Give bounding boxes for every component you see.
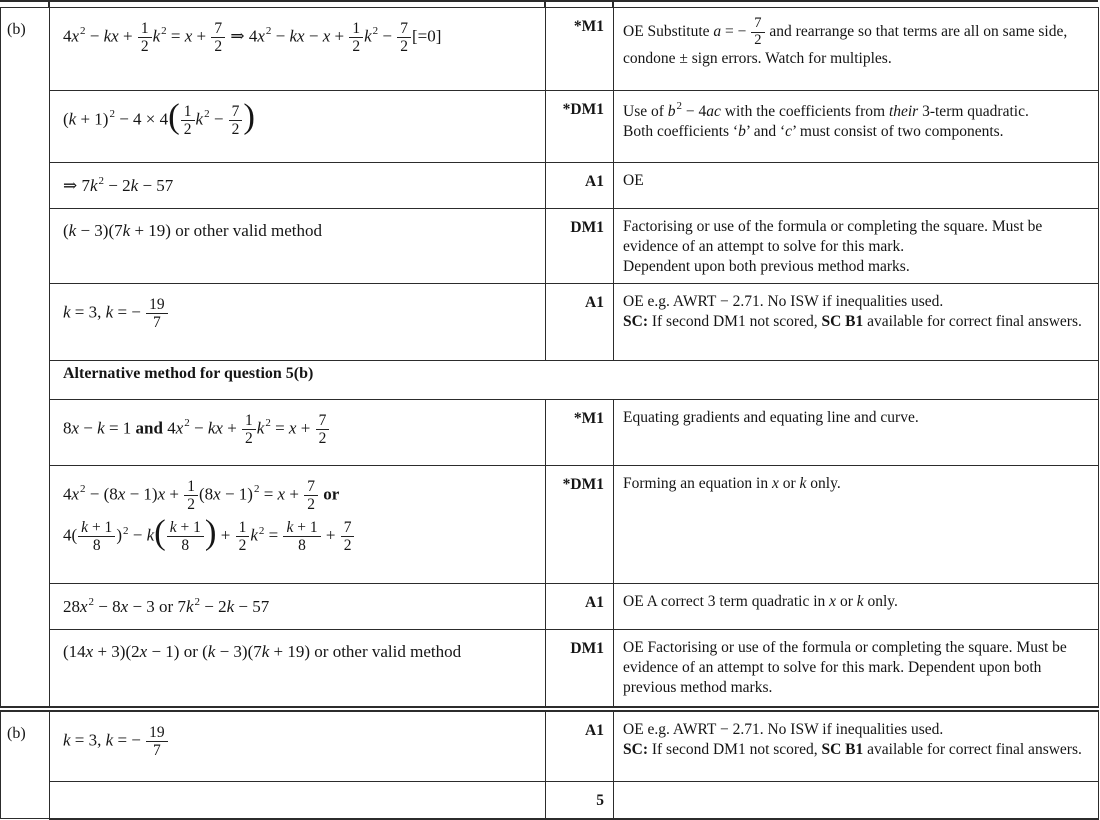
text: and rearrange so that terms are all on same side, condone ± sign errors. Watch for multiples.: [623, 23, 1068, 67]
math-variable: k: [169, 519, 177, 537]
text: available for correct final answers.: [863, 740, 1082, 758]
text: ’ and ‘: [745, 123, 786, 141]
math-line: $28x^2 - 8x - 3$ or $7k^2 - 2k - 57$: [63, 596, 270, 616]
text: or other valid method: [310, 642, 462, 661]
superscript: 2: [80, 483, 86, 496]
note-cell: [614, 8, 1099, 91]
math-variable: a: [713, 23, 722, 40]
scheme-row: [1, 91, 1099, 163]
fraction: $\frac{k + 1}{8}$: [166, 519, 205, 554]
math-line: 8x − k = 1 and $4x^2$ − kx + $\frac{1}{2}$ $k^2 = x$ + $\frac{7}{2}$: [63, 412, 537, 447]
math-variable: x: [71, 418, 80, 438]
superscript: 2: [109, 108, 115, 121]
math-variable: k: [63, 729, 71, 749]
note-cell: [614, 209, 1099, 284]
superscript: 2: [98, 175, 105, 187]
working-cell: [50, 163, 546, 209]
fraction: $\frac{1}{2}$: [348, 20, 364, 55]
text: only.: [863, 593, 898, 610]
superscript: 2: [80, 25, 86, 38]
math-variable: k: [250, 525, 258, 545]
math-variable: kx: [207, 418, 223, 438]
note-cell: [614, 163, 1099, 209]
fraction: $\frac{7}{2}$: [340, 519, 356, 554]
math-variable: x: [71, 26, 80, 46]
scheme-row: [1, 584, 1099, 630]
math-variable: x: [257, 26, 265, 46]
superscript: 2: [122, 524, 129, 537]
text: or: [154, 597, 178, 616]
superscript: 2: [258, 524, 265, 537]
superscript: 2: [676, 100, 683, 112]
math-variable: k: [261, 642, 270, 661]
superscript: 2: [372, 25, 379, 38]
note-cell: [614, 400, 1099, 466]
working-cell: [50, 584, 546, 630]
math-variable: b: [738, 123, 746, 141]
text: Both coefficients ‘: [623, 123, 739, 141]
text: Equating gradients and equating line and curve.: [623, 409, 919, 426]
text: OE Factorising or use of the formula or completing the square. Must be evidence of an attempt to solve for this mark. Dependent upon both previous method marks.: [623, 639, 1067, 697]
fraction: $\frac{7}{2}$: [396, 20, 412, 55]
mark-cell: DM1: [546, 630, 614, 709]
math-variable: k: [122, 221, 131, 240]
math-variable: c: [785, 123, 793, 141]
math-variable: k: [226, 597, 235, 616]
working-cell: [50, 709, 546, 782]
math-variable: k: [105, 729, 114, 749]
mark-cell: *M1: [546, 400, 614, 466]
math-variable: x: [80, 597, 88, 616]
text: 3-term quadratic.: [918, 103, 1029, 120]
superscript: 2: [184, 417, 190, 430]
text: available for correct final answers.: [863, 313, 1082, 331]
working-cell: [50, 400, 546, 466]
text: OE e.g. AWRT − 2.71. No ISW if inequalities used.: [623, 720, 944, 738]
bold-text: SC:: [623, 740, 648, 758]
math-variable: x: [117, 484, 126, 504]
superscript: 2: [253, 483, 260, 496]
superscript: 2: [161, 25, 167, 38]
superscript: 2: [265, 25, 272, 38]
mark-cell: A1: [546, 709, 614, 782]
text: OE Substitute: [623, 23, 714, 40]
big-paren: (: [168, 96, 180, 136]
math-line: k = 3, k = − $\frac{19}{7}$: [63, 724, 537, 759]
math-variable: x: [829, 593, 837, 610]
text: OE e.g. AWRT − 2.71. No ISW if inequalities used.: [623, 293, 944, 310]
alt-method-header: Alternative method for question 5(b): [50, 361, 1099, 400]
text: If second DM1 not scored,: [647, 313, 822, 331]
math-variable: x: [184, 26, 193, 46]
text: ’ must consist of two components.: [792, 123, 1004, 141]
text: Dependent upon both previous method marks.: [623, 258, 910, 276]
fraction: $\frac{1}{2}$: [180, 103, 196, 138]
math-variable: x: [322, 26, 331, 46]
fraction: $\frac{k + 1}{8}$: [77, 519, 116, 554]
note-cell: [614, 584, 1099, 630]
math-variable: k: [130, 176, 139, 195]
scheme-row: [1, 400, 1099, 466]
text: Forming an equation in: [623, 475, 772, 492]
math-line: 4( $\frac{k + 1}{8}$ )$^2$ − k( $\frac{k + 1}{8}$ ) + $\frac{1}{2}$ $k^2$ = $\frac{k + 1}{8}$ + $\frac{7}{2}$: [63, 519, 537, 554]
fraction: $\frac{7}{2}$: [750, 16, 765, 49]
math-variable: k: [105, 302, 114, 322]
fraction: $\frac{1}{2}$: [183, 478, 199, 513]
math-line: (k − 3)(7k + 19) or other valid method: [63, 221, 323, 240]
math-variable: k: [152, 26, 161, 46]
big-paren: ): [204, 512, 217, 552]
math-variable: k: [68, 109, 77, 129]
working-cell: [50, 91, 546, 163]
scheme-row: [1, 163, 1099, 209]
math-variable: x: [85, 642, 94, 661]
column-rule-remnant: [544, 2, 546, 7]
bold-text: SC:: [623, 313, 648, 331]
note-cell: [614, 284, 1099, 361]
math-variable: x: [120, 597, 129, 616]
text: If second DM1 not scored,: [647, 740, 822, 758]
fraction: $\frac{k + 1}{8}$: [282, 519, 321, 554]
mark-cell: 5: [546, 782, 614, 819]
fraction: $\frac{7}{2}$: [315, 412, 331, 447]
text: or other valid method: [170, 221, 323, 240]
fraction: $\frac{7}{2}$: [303, 478, 319, 513]
math-variable: k: [856, 593, 864, 610]
scheme-row: [1, 782, 1099, 819]
mark-cell: DM1: [546, 209, 614, 284]
math-variable: b: [667, 103, 676, 120]
working-cell: [50, 466, 546, 584]
question-part-label: (b): [1, 8, 50, 709]
text: OE A correct 3 term quadratic in: [623, 593, 830, 610]
text: Use of: [623, 103, 668, 120]
text: OE: [623, 172, 644, 189]
math-variable: x: [288, 418, 297, 438]
scheme-row: [1, 8, 1099, 91]
fraction: $\frac{7}{2}$: [228, 103, 244, 138]
note-cell: [614, 630, 1099, 709]
superscript: 2: [204, 108, 210, 121]
note-cell: [614, 466, 1099, 584]
mark-cell: *M1: [546, 8, 614, 91]
mark-cell: *DM1: [546, 91, 614, 163]
text: only.: [806, 475, 841, 492]
math-variable: kx: [289, 26, 305, 46]
scheme-row: [1, 630, 1099, 709]
big-paren: ): [243, 96, 256, 136]
working-cell: [50, 209, 546, 284]
superscript: 2: [88, 596, 95, 608]
math-variable: k: [146, 525, 155, 545]
math-variable: x: [213, 484, 221, 504]
text: or: [778, 475, 800, 492]
mark-cell: *DM1: [546, 466, 614, 584]
math-variable: x: [771, 475, 779, 492]
math-variable: their: [888, 103, 919, 120]
fraction: $\frac{1}{2}$: [137, 20, 153, 55]
fraction: $\frac{19}{7}$: [145, 724, 169, 759]
working-cell: [50, 8, 546, 91]
fraction: $\frac{1}{2}$: [235, 519, 251, 554]
math-variable: k: [68, 221, 77, 240]
math-variable: k: [799, 475, 807, 492]
text: − 4: [682, 103, 707, 120]
math-line: (14x + 3)(2x − 1) or (k − 3)(7k + 19) or other valid method: [63, 642, 462, 661]
text: or: [836, 593, 857, 610]
superscript: 2: [194, 596, 200, 608]
column-rule-remnant: [612, 2, 614, 7]
working-cell: [50, 284, 546, 361]
math-variable: k: [90, 176, 98, 195]
fraction: $\frac{19}{7}$: [145, 296, 169, 331]
note-cell: [614, 91, 1099, 163]
math-variable: x: [139, 642, 148, 661]
math-variable: x: [277, 484, 286, 504]
text: with the coefficients from: [720, 103, 889, 120]
math-variable: k: [97, 418, 105, 438]
text: or: [179, 642, 203, 661]
math-variable: k: [185, 597, 194, 616]
math-line: $4x^2 - (8x - 1)x$ + $\frac{1}{2}$ $(8x - 1)^2 = x$ + $\frac{7}{2}$ or: [63, 478, 340, 514]
text: Factorising or use of the formula or completing the square. Must be evidence of an attempt to solve for this mark.: [623, 218, 1043, 256]
mark-cell: A1: [546, 163, 614, 209]
math-variable: k: [286, 519, 294, 537]
scheme-row: [1, 284, 1099, 361]
math-line: $(k + 1)^2 - 4 \times 4$( $\frac{1}{2}$ $k^2$ − $\frac{7}{2}$ ): [63, 96, 256, 139]
math-variable: ac: [706, 103, 721, 120]
math-variable: x: [157, 484, 166, 504]
math-line: $4x^2$ − kx + $\frac{1}{2}$ $k^2 = x$ + $\frac{7}{2}$ ⇒ $4x^2$ − kx − x + $\frac{1}{2}$ $k^2$ − $\frac{7}{2}$ [=0]: [63, 20, 442, 56]
mark-cell: A1: [546, 284, 614, 361]
fraction: $\frac{1}{2}$: [241, 412, 257, 447]
column-rule-remnant: [48, 2, 50, 7]
bold-text: SC B1: [821, 740, 864, 758]
section-divider-top: [0, 0, 1098, 7]
math-variable: k: [81, 519, 89, 537]
math-line: k = 3, k = − $\frac{19}{7}$: [63, 296, 537, 331]
bold-text: and: [131, 418, 168, 438]
fraction: $\frac{7}{2}$: [210, 20, 226, 55]
working-cell: [50, 630, 546, 709]
math-variable: k: [256, 418, 265, 438]
mark-cell: A1: [546, 584, 614, 630]
scheme-row: [1, 361, 1099, 400]
math-variable: k: [364, 26, 372, 46]
scheme-row: [1, 709, 1099, 782]
bold-text: or: [318, 484, 340, 504]
question-part-label: (b): [1, 709, 50, 819]
math-variable: k: [195, 109, 204, 129]
scheme-row: [1, 466, 1099, 584]
working-cell: [50, 782, 546, 819]
text: = −: [721, 23, 751, 40]
mark-scheme-table: [0, 7, 1099, 820]
text: [=0]: [411, 26, 442, 46]
math-variable: k: [63, 302, 71, 322]
math-variable: x: [71, 484, 80, 504]
bold-text: SC B1: [821, 313, 864, 331]
big-paren: (: [154, 512, 166, 552]
math-variable: x: [175, 418, 184, 438]
note-cell: [614, 709, 1099, 782]
note-cell: [614, 782, 1099, 819]
math-line: ⇒ $7k^2 - 2k - 57$: [63, 175, 174, 195]
superscript: 2: [265, 417, 271, 430]
math-variable: k: [207, 642, 216, 661]
scheme-row: [1, 209, 1099, 284]
math-variable: kx: [103, 26, 119, 46]
